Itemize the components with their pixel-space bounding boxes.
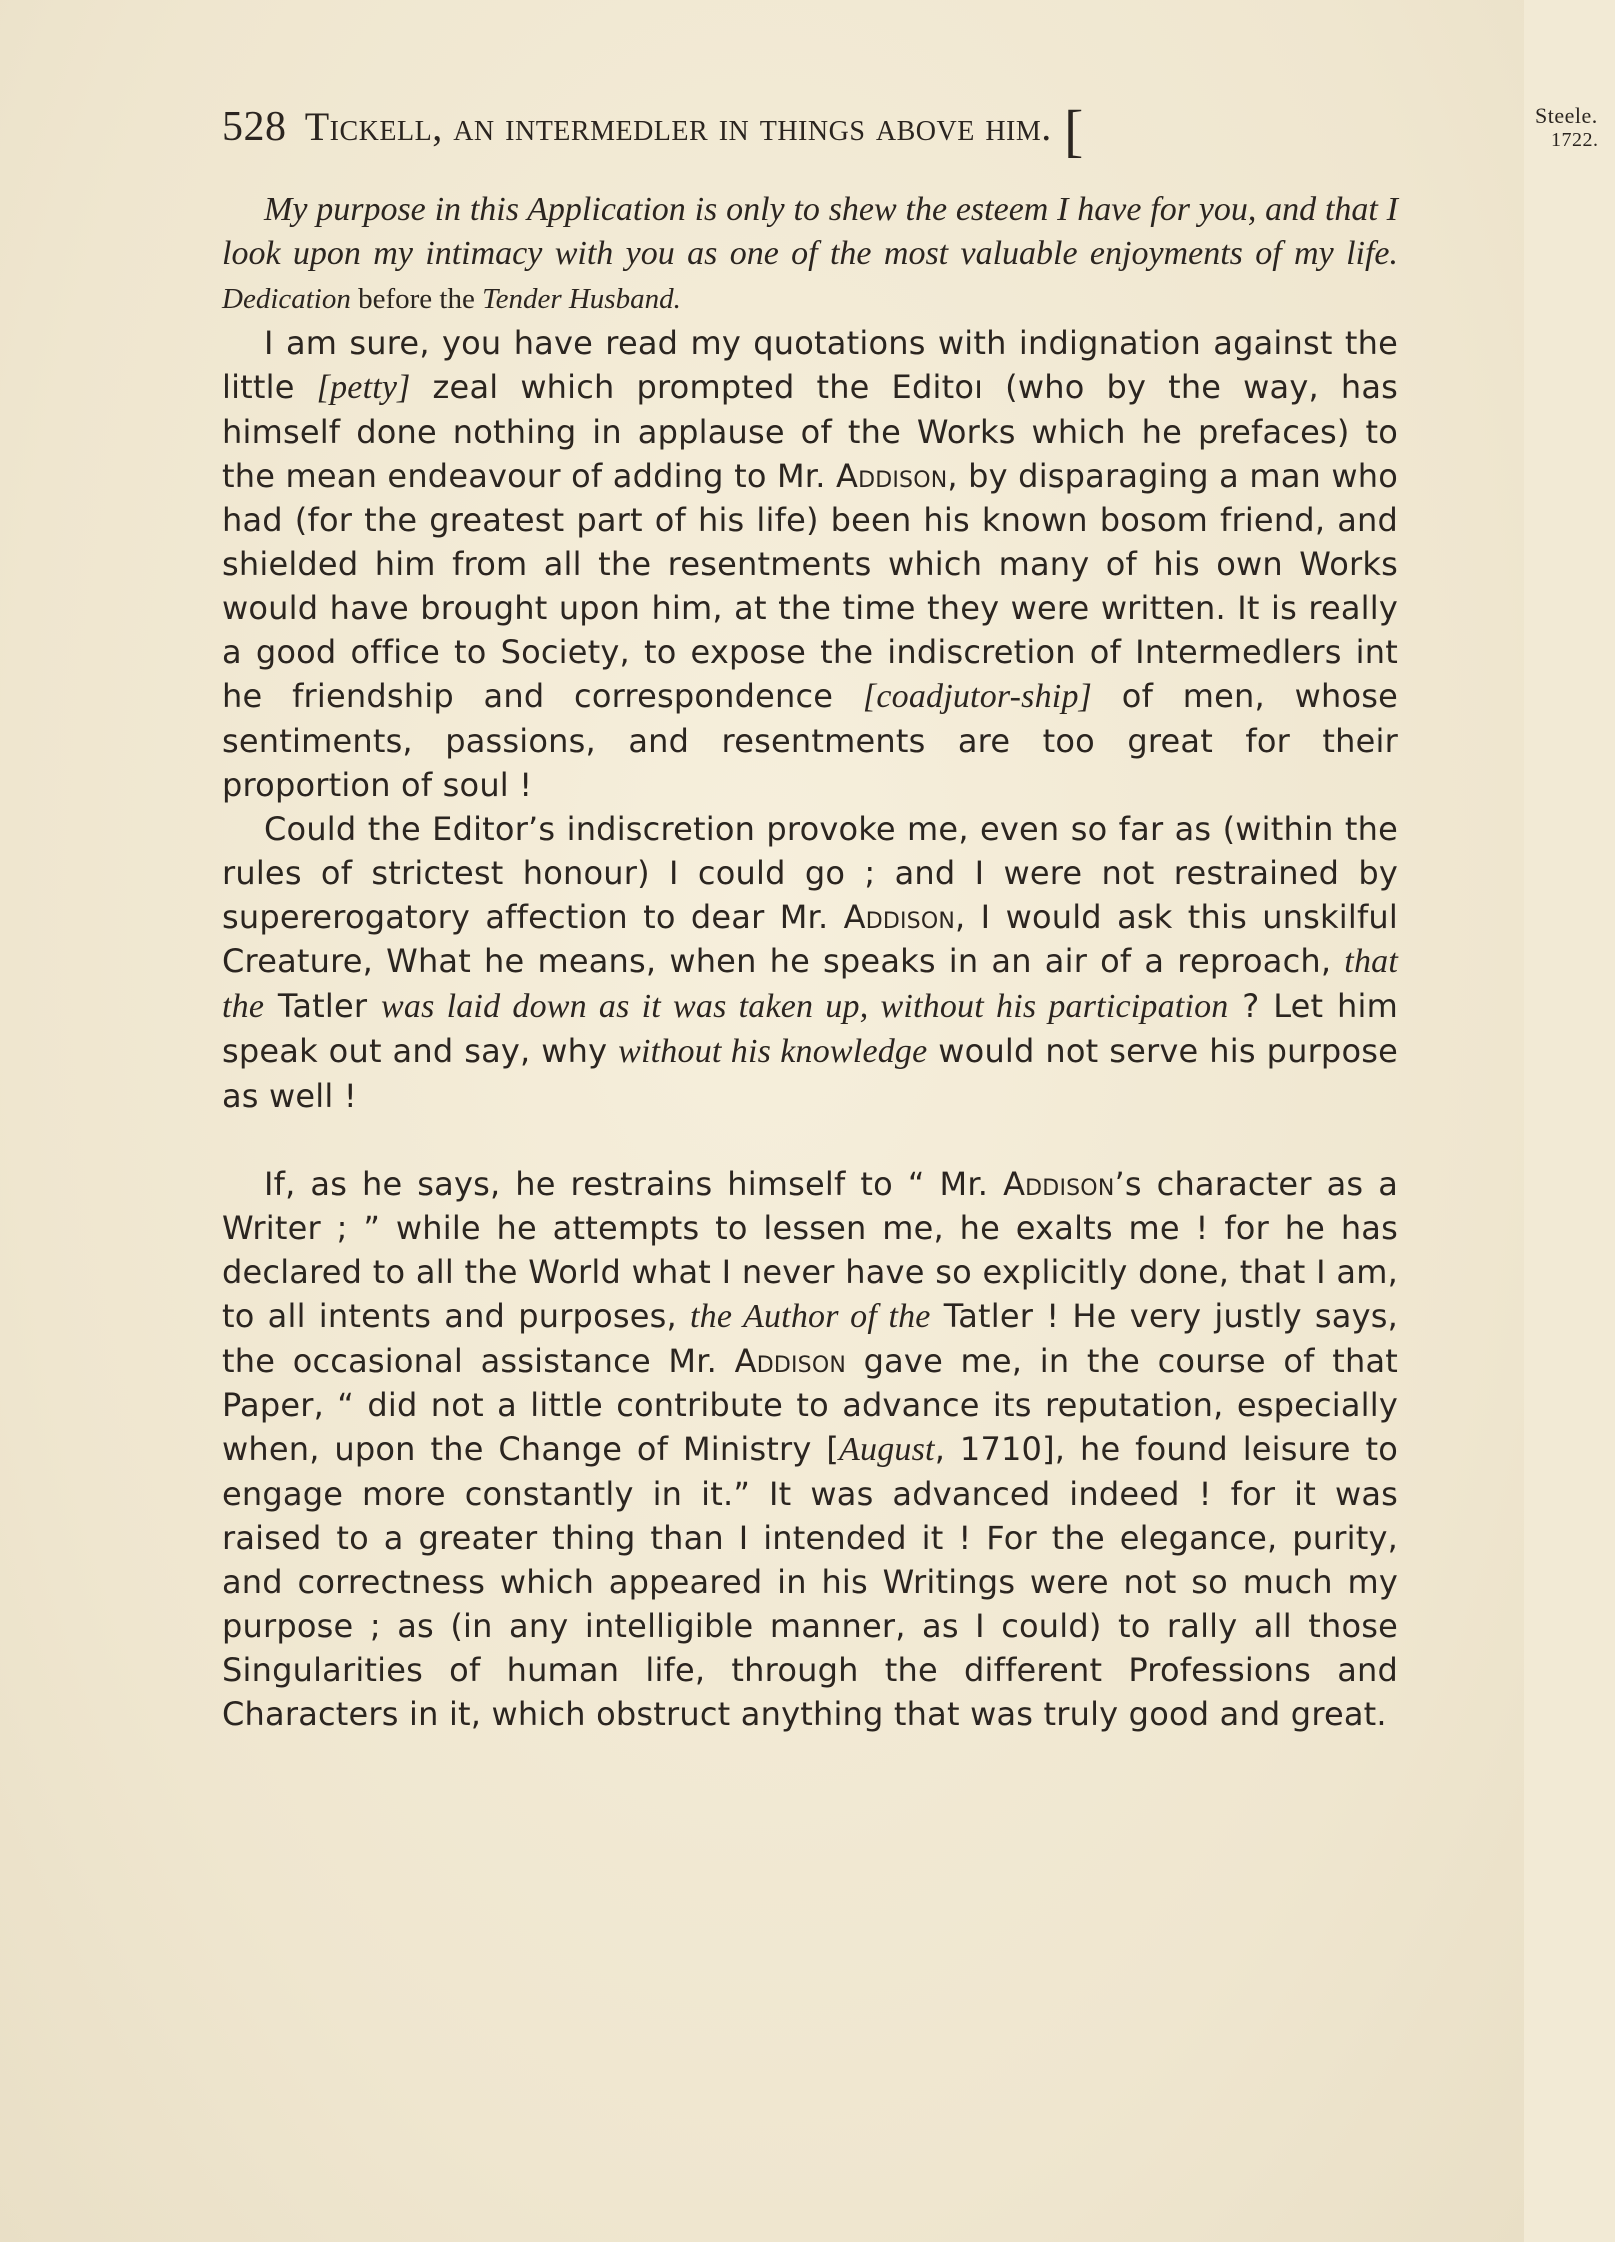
para-3-author-of-the: the Author of the: [690, 1298, 931, 1335]
epigraph-quote: [222, 188, 1398, 321]
paragraph-1: [222, 321, 1398, 807]
side-year: 1722.: [1551, 129, 1599, 151]
side-bracket: [: [1064, 98, 1084, 163]
para-1-coadjutorship: [coadjutor-ship]: [862, 678, 1093, 715]
para-2-without-knowledge: without his knowledge: [618, 1033, 928, 1070]
para-3-addison-2: Addison: [734, 1342, 847, 1380]
para-1-text-d: of men, whose sentiments, passions, and resentments are too great for their proportion of soul !: [222, 677, 1398, 804]
para-2-text-b: , I would ask this unskilful Creature, What he means, when he speaks in an air of a reproach,: [222, 898, 1398, 980]
para-2-text-a: Could the Editor’s indiscretion provoke me, even so far as (within the rules of strictest honour) I could go ; and I were not restrained by supererogatory affection to dear Mr.: [222, 810, 1398, 936]
para-1-text-c: , by disparaging a man who had (for the greatest part of his life) been his known bosom friend, and shielded him from all the resentments which many of his own Works would have brought upon him, at the time they were written. It is really a good office to Society, to expose the indiscretion of Intermedlers int he friendship and correspondence: [222, 457, 1398, 715]
ref-label: Dedication: [222, 283, 351, 315]
para-3-august: August: [839, 1431, 935, 1468]
side-author: Steele.: [1535, 103, 1598, 128]
para-2-text-d: would not serve his purpose as well !: [222, 1032, 1398, 1115]
ref-before: before the: [358, 283, 475, 315]
para-2-addison: Addison: [843, 898, 956, 936]
para-1-addison: Addison: [835, 457, 948, 495]
running-title: Tickell, an intermedler in things above him.: [304, 104, 1052, 149]
running-head: [222, 98, 1599, 163]
para-2-text-c: ? Let him speak out and say, why: [222, 987, 1399, 1070]
para-3-text-c: Tatler ! He very justly says, the occasional assistance Mr.: [222, 1297, 1398, 1380]
paragraph-2: [222, 807, 1398, 1118]
paragraph-3: [222, 1162, 1398, 1736]
para-3-addison-1: Addison: [1003, 1165, 1115, 1203]
para-3-text-a: If, as he says, he restrains himself to “ Mr.: [264, 1165, 1004, 1203]
para-2-tatler: Tatler: [264, 987, 381, 1025]
paragraph-gap: [222, 1118, 1398, 1162]
para-1-petty: [petty]: [316, 369, 411, 406]
para-3-text-e: , 1710], he found leisure to engage more constantly in it.” It was advanced indeed ! for it was raised to a greater thing than I intended it ! For the elegance, purity, and correctness which appeared in his Writings were not so much my purpose ; as (in any intelligible manner, as I could) to rally all those Singularities of human life, through the different Professions and Characters in it, which obstruct anything that was truly good and great.: [222, 1430, 1398, 1733]
para-2-that-the: that the: [222, 943, 1398, 1025]
para-1-text-b: zeal which prompted the Editoı (who by the way, has himself done nothing in applause of the Works which he prefaces) to the mean endeavour of adding to Mr.: [222, 368, 1398, 495]
para-2-laid-down: was laid down as it was taken up, without his participation: [381, 988, 1229, 1025]
quote-text: My purpose in this Application is only to shew the esteem I have for you, and that I look upon my intimacy with you as one of the most valuable enjoyments of my life.: [222, 191, 1398, 272]
page-number: 528: [222, 104, 287, 150]
quote-reference: [222, 283, 681, 315]
ref-work: Tender Husband.: [482, 283, 681, 315]
body-text: [222, 188, 1398, 1736]
para-1-text-a: I am sure, you have read my quotations with indignation against the little: [222, 324, 1398, 406]
side-note: [1535, 104, 1615, 152]
para-3-text-b: ’s character as a Writer ; ” while he attempts to lessen me, he exalts me ! for he has declared to all the World what I never have so explicitly done, that I am, to all intents and purposes,: [222, 1165, 1399, 1335]
para-3-text-d: gave me, in the course of that Paper, “ did not a little contribute to advance its reputation, especially when, upon the Change of Ministry [: [222, 1342, 1399, 1468]
